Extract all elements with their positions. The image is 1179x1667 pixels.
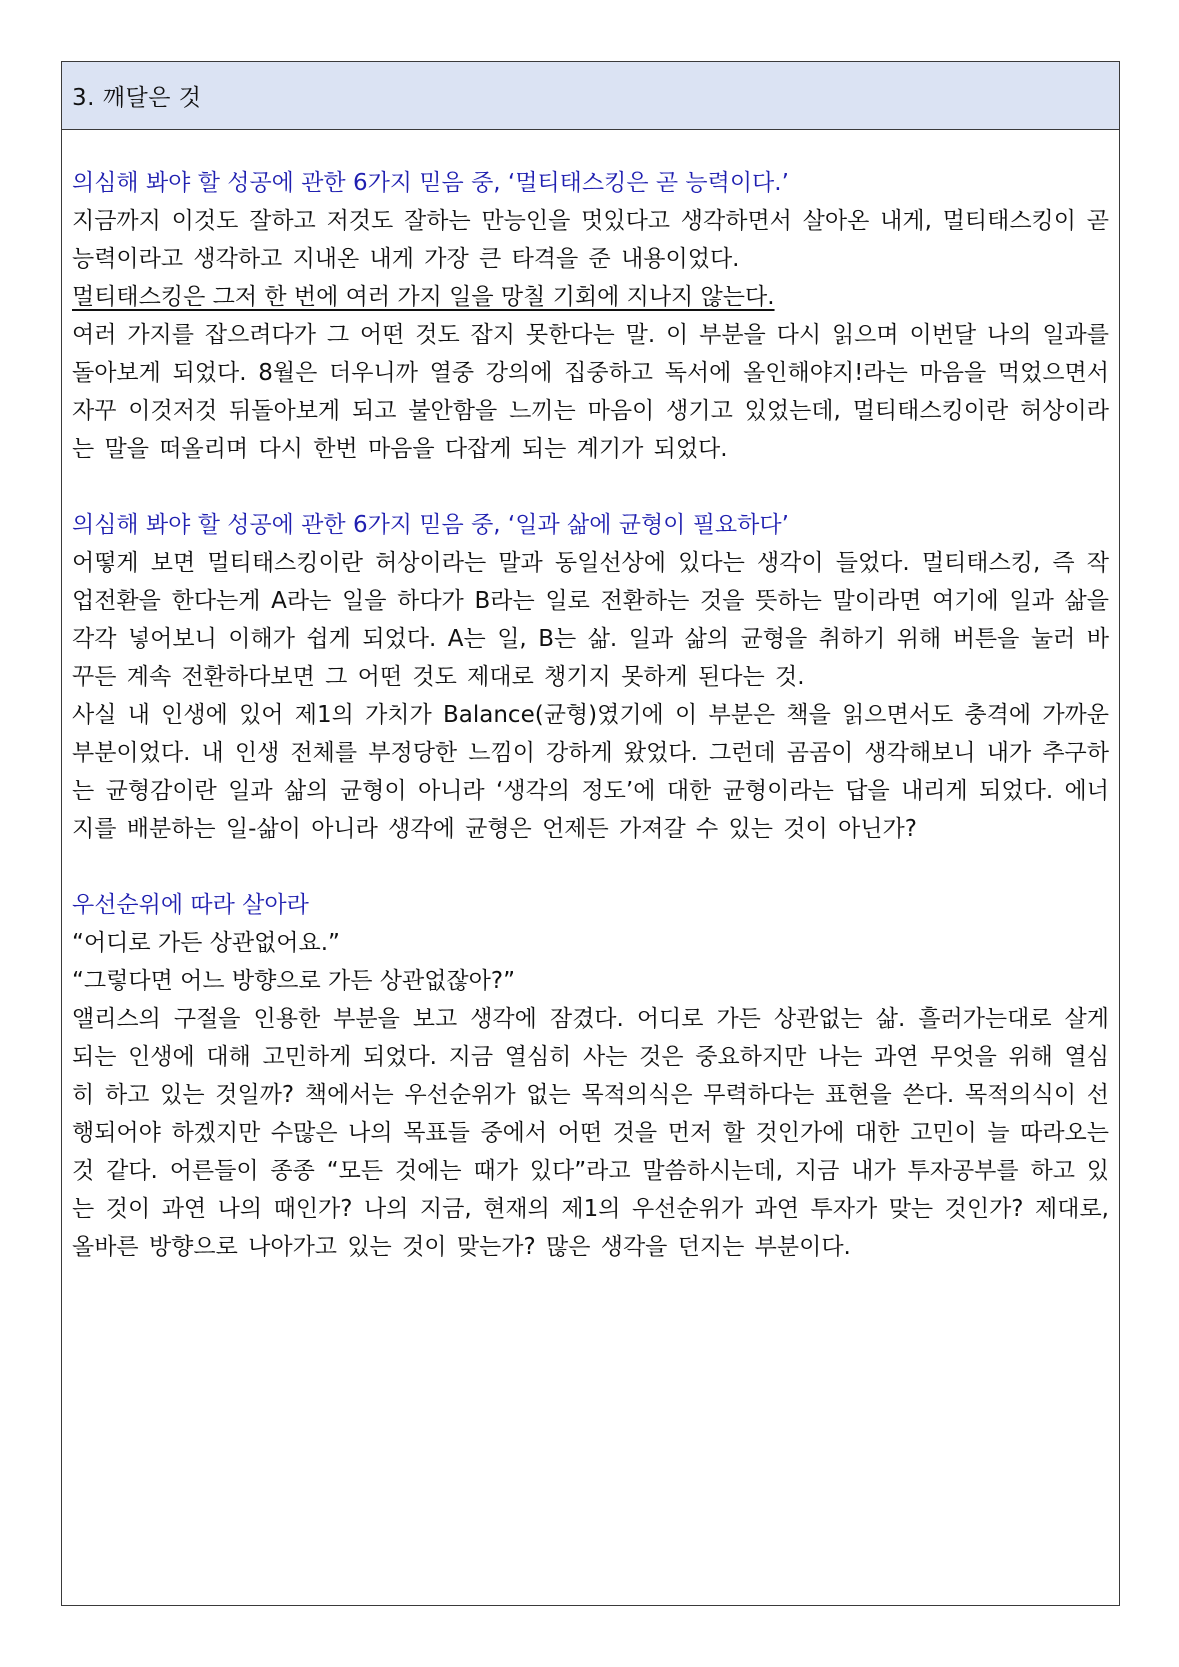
paragraph: 지금까지 이것도 잘하고 저것도 잘하는 만능인을 멋있다고 생각하면서 살아온 내게, 멀티태스킹이 곧 능력이라고 생각하고 지내온 내게 가장 큰 타격을 준 내용이었다. — [72, 208, 1109, 272]
paragraph: 여러 가지를 잡으려다가 그 어떤 것도 잡지 못한다는 말. 이 부분을 다시 읽으며 이번달 나의 일과를 돌아보게 되었다. 8월은 더우니까 열중 강의에 집중하고 독서에 올인해야지!라는 마음을 먹었으면서 자꾸 이것저것 뒤돌아보게 되고 불안함을 느끼는 마음이 생기고 있었는데, 멀티태스킹이란 허상이라는 말을 떠올리며 다시 한번 마음을 다잡게 되는 계기가 되었다. — [72, 322, 1109, 462]
document-body — [62, 130, 1119, 1266]
section-title: 우선순위에 따라 살아라 — [72, 892, 309, 918]
section-title: 의심해 봐야 할 성공에 관한 6가지 믿음 중, ‘멀티태스킹은 곧 능력이다.’ — [72, 170, 789, 196]
section-priorities — [72, 886, 1109, 1266]
section-work-life-balance — [72, 506, 1109, 848]
section-title: 의심해 봐야 할 성공에 관한 6가지 믿음 중, ‘일과 삶에 균형이 필요하다’ — [72, 512, 789, 538]
underlined-quote: 멀티태스킹은 그저 한 번에 여러 가지 일을 망칠 기회에 지나지 않는다. — [72, 284, 775, 310]
quote-line: “어디로 가든 상관없어요.” — [72, 930, 340, 956]
paragraph: 앨리스의 구절을 인용한 부분을 보고 생각에 잠겼다. 어디로 가든 상관없는 삶. 흘러가는대로 살게 되는 인생에 대해 고민하게 되었다. 지금 열심히 사는 것은 중요하지만 나는 과연 무엇을 위해 열심히 하고 있는 것일까? 책에서는 우선순위가 없는 목적의식은 무력하다는 표현을 쓴다. 목적의식이 선행되어야 하겠지만 수많은 나의 목표들 중에서 어떤 것을 먼저 할 것인가에 대한 고민이 늘 따라오는 것 같다. 어른들이 종종 “모든 것에는 때가 있다”라고 말씀하시는데, 지금 내가 투자공부를 하고 있는 것이 과연 나의 때인가? 나의 지금, 현재의 제1의 우선순위가 과연 투자가 맞는 것인가? 제대로, 올바른 방향으로 나아가고 있는 것이 맞는가? 많은 생각을 던지는 부분이다. — [72, 1006, 1109, 1260]
paragraph: 어떻게 보면 멀티태스킹이란 허상이라는 말과 동일선상에 있다는 생각이 들었다. 멀티태스킹, 즉 작업전환을 한다는게 A라는 일을 하다가 B라는 일로 전환하는 것을 뜻하는 말이라면 여기에 일과 삶을 각각 넣어보니 이해가 쉽게 되었다. A는 일, B는 삶. 일과 삶의 균형을 취하기 위해 버튼을 눌러 바꾸든 계속 전환하다보면 그 어떤 것도 제대로 챙기지 못하게 된다는 것. — [72, 550, 1109, 690]
paragraph: 사실 내 인생에 있어 제1의 가치가 Balance(균형)였기에 이 부분은 책을 읽으면서도 충격에 가까운 부분이었다. 내 인생 전체를 부정당한 느낌이 강하게 왔었다. 그런데 곰곰이 생각해보니 내가 추구하는 균형감이란 일과 삶의 균형이 아니라 ‘생각의 정도’에 대한 균형이라는 답을 내리게 되었다. 에너지를 배분하는 일-삶이 아니라 생각에 균형은 언제든 가져갈 수 있는 것이 아닌가? — [72, 702, 1109, 842]
header-title: 3. 깨달은 것 — [72, 85, 202, 111]
quote-line: “그렇다면 어느 방향으로 가든 상관없잖아?” — [72, 968, 515, 994]
section-header — [62, 62, 1119, 130]
section-multitasking — [72, 164, 1109, 468]
document-frame — [61, 61, 1120, 1606]
